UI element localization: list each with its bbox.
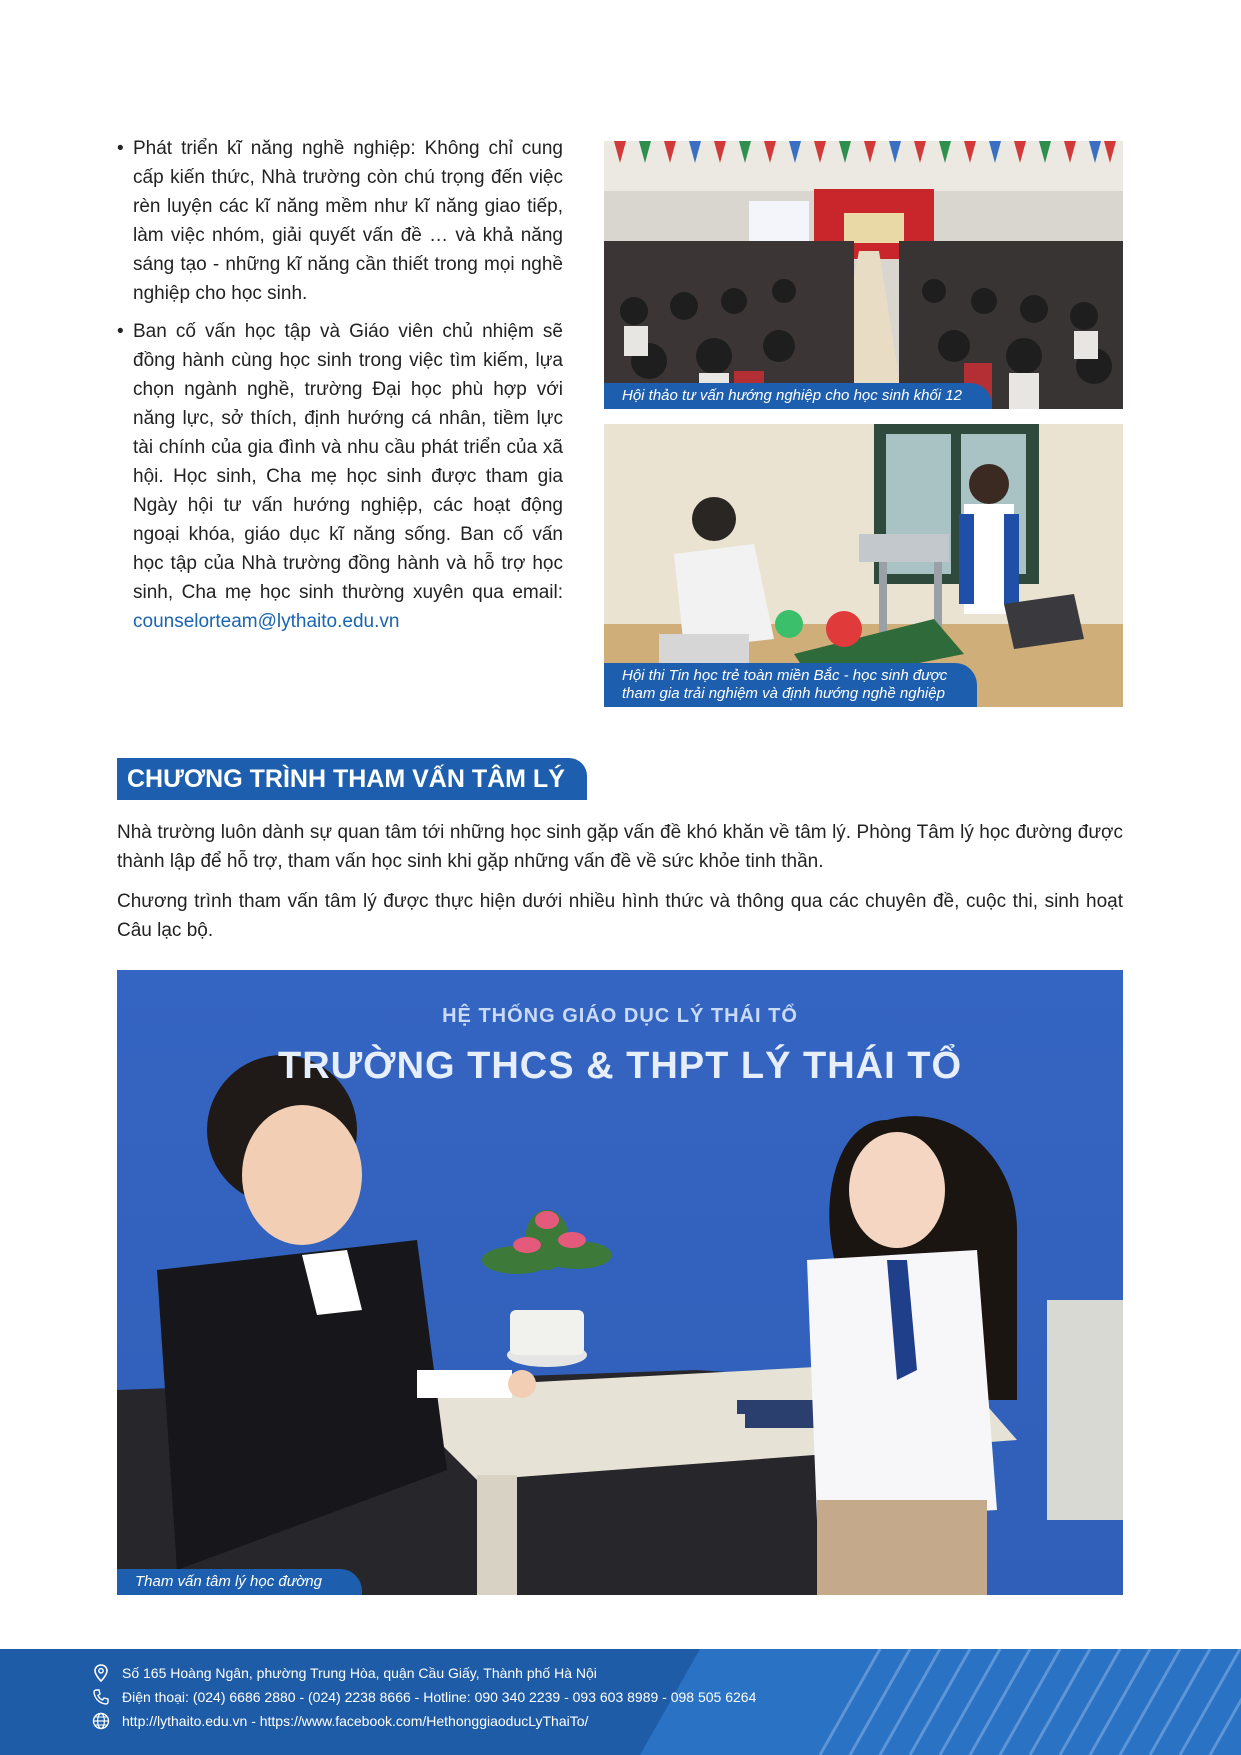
bullet-dot: • bbox=[117, 321, 124, 342]
career-bullet-list bbox=[117, 134, 563, 645]
footer-address-row bbox=[92, 1664, 597, 1682]
footer-phone-row bbox=[92, 1688, 756, 1706]
counseling-photo bbox=[117, 970, 1123, 1595]
footer-phone[interactable]: Điện thoại: (024) 6686 2880 - (024) 2238 8666 - Hotline: 090 340 2239 - 093 603 8989 - 098 505 6264 bbox=[122, 1689, 757, 1705]
seminar-caption: Hội thảo tư vấn hướng nghiệp cho học sinh khối 12 bbox=[604, 383, 992, 409]
contest-caption-line2: tham gia trải nghiệm và định hướng nghề nghiệp bbox=[622, 685, 945, 702]
globe-icon bbox=[92, 1712, 110, 1730]
contest-photo bbox=[604, 424, 1123, 707]
phone-icon bbox=[92, 1688, 110, 1706]
footer-web-links[interactable]: http://lythaito.edu.vn - https://www.facebook.com/HethonggiaoducLyThaiTo/ bbox=[122, 1713, 589, 1729]
footer-address: Số 165 Hoàng Ngân, phường Trung Hòa, quận Cầu Giấy, Thành phố Hà Nội bbox=[122, 1665, 597, 1681]
seminar-hall-illustration bbox=[604, 141, 1123, 409]
email-link[interactable]: counselorteam@lythaito.edu.vn bbox=[133, 611, 400, 632]
bullet-text: Phát triển kĩ năng nghề nghiệp: Không chỉ cung cấp kiến thức, Nhà trường còn chú trọng đến việc rèn luyện các kĩ năng mềm như kĩ năng giao tiếp, làm việc nhóm, giải quyết vấn đề … và khả năng sáng tạo - những kĩ năng cần thiết trong mọi nghề nghiệp cho học sinh. bbox=[133, 138, 563, 304]
wall-sign-small: HỆ THỐNG GIÁO DỤC LÝ THÁI TỔ bbox=[442, 1005, 798, 1027]
location-pin-icon bbox=[92, 1664, 110, 1682]
seminar-photo bbox=[604, 141, 1123, 409]
bullet-item-advisory-board bbox=[117, 317, 563, 636]
footer-web-row bbox=[92, 1712, 588, 1730]
contact-footer bbox=[0, 1649, 1241, 1755]
counseling-caption: Tham vấn tâm lý học đường bbox=[117, 1569, 362, 1595]
section-paragraph-1: Nhà trường luôn dành sự quan tâm tới những học sinh gặp vấn đề khó khăn về tâm lý. Phòng Tâm lý học đường được thành lập để hỗ trợ, tham vấn học sinh khi gặp những vấn đề về sức khỏe tinh thần. bbox=[117, 822, 1123, 872]
contest-caption-line1: Hội thi Tin học trẻ toàn miền Bắc - học sinh được bbox=[622, 667, 948, 684]
wall-sign-large: TRƯỜNG THCS & THPT LÝ THÁI TỔ bbox=[277, 1045, 963, 1087]
section-paragraph-2: Chương trình tham vấn tâm lý được thực hiện dưới nhiều hình thức và thông qua các chuyên đề, cuộc thi, sinh hoạt Câu lạc bộ. bbox=[117, 891, 1123, 941]
bullet-dot: • bbox=[117, 138, 124, 159]
section-title: CHƯƠNG TRÌNH THAM VẤN TÂM LÝ bbox=[117, 758, 587, 800]
contest-caption bbox=[604, 663, 977, 707]
bullet-text: Ban cố vấn học tập và Giáo viên chủ nhiệm sẽ đồng hành cùng học sinh trong việc tìm kiếm, lựa chọn ngành nghề, trường Đại học phù hợp với năng lực, sở thích, định hướng cá nhân, tiềm lực tài chính của gia đình và nhu cầu phát triển của xã hội. Học sinh, Cha mẹ học sinh được tham gia Ngày hội tư vấn hướng nghiệp, các hoạt động ngoại khóa, giáo dục kĩ năng sống. Ban cố vấn học tập của Nhà trường đồng hành và hỗ trợ học sinh, Cha mẹ học sinh thường xuyên qua email: bbox=[133, 321, 563, 603]
bullet-item-soft-skills bbox=[117, 134, 563, 308]
